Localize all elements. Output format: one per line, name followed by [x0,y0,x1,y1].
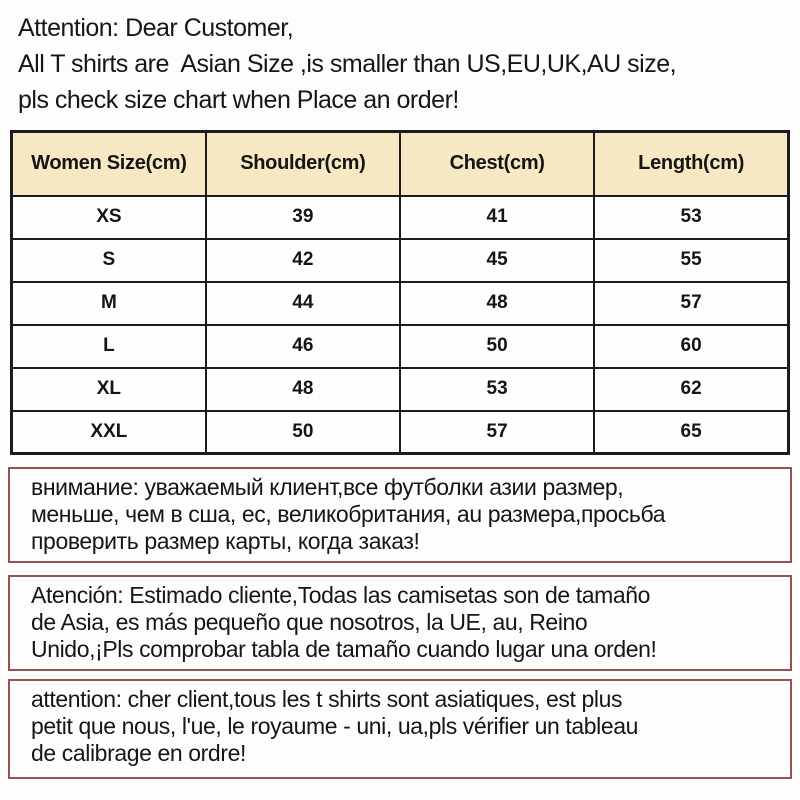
shoulder-cell: 46 [206,325,400,368]
header-line-1: Attention: Dear Customer, [18,14,294,42]
table-row-xxl [12,411,789,454]
shoulder-cell: 44 [206,282,400,325]
notice-line: проверить размер карты, когда заказ! [31,528,420,554]
notice-line: внимание: уважаемый клиент,все футболки азии размер, [31,474,624,500]
chest-cell: 50 [400,325,594,368]
size-cell: XL [12,368,206,411]
chest-cell: 48 [400,282,594,325]
notice-box-russian [8,467,792,563]
length-cell: 65 [594,411,788,454]
chest-cell: 57 [400,411,594,454]
table-row-xs [12,196,789,239]
chest-cell: 41 [400,196,594,239]
size-cell: L [12,325,206,368]
size-cell: XXL [12,411,206,454]
size-cell: S [12,239,206,282]
header-line-2: All T shirts are Asian Size ,is smaller than US,EU,UK,AU size, [18,50,677,78]
attention-header [0,0,800,118]
length-cell: 57 [594,282,788,325]
column-header-women-size: Women Size(cm) [12,132,206,196]
notice-line: de Asia, es más pequeño que nosotros, la UE, au, Reino [31,609,588,635]
length-cell: 62 [594,368,788,411]
shoulder-cell: 42 [206,239,400,282]
notice-line: de calibrage en ordre! [31,740,246,766]
notice-line: Unido,¡Pls comprobar tabla de tamaño cuando lugar una orden! [31,636,657,662]
size-cell: XS [12,196,206,239]
chest-cell: 53 [400,368,594,411]
length-cell: 60 [594,325,788,368]
notice-line: attention: cher client,tous les t shirts sont asiatiques, est plus [31,686,623,712]
chest-cell: 45 [400,239,594,282]
length-cell: 53 [594,196,788,239]
size-cell: M [12,282,206,325]
shoulder-cell: 50 [206,411,400,454]
notice-box-french [8,679,792,779]
table-header-row [12,132,789,196]
table-row-xl [12,368,789,411]
notice-line: Atención: Estimado cliente,Todas las camisetas son de tamaño [31,582,651,608]
table-row-l [12,325,789,368]
notice-line: меньше, чем в сша, ес, великобритания, au размера,просьба [31,501,666,527]
column-header-chest: Chest(cm) [400,132,594,196]
shoulder-cell: 48 [206,368,400,411]
length-cell: 55 [594,239,788,282]
header-line-3: pls check size chart when Place an order! [18,86,459,114]
table-row-m [12,282,789,325]
size-chart-table [10,130,790,455]
shoulder-cell: 39 [206,196,400,239]
notice-line: petit que nous, l'ue, le royaume - uni, ua,pls vérifier un tableau [31,713,639,739]
table-row-s [12,239,789,282]
column-header-length: Length(cm) [594,132,788,196]
notice-box-spanish [8,575,792,671]
column-header-shoulder: Shoulder(cm) [206,132,400,196]
